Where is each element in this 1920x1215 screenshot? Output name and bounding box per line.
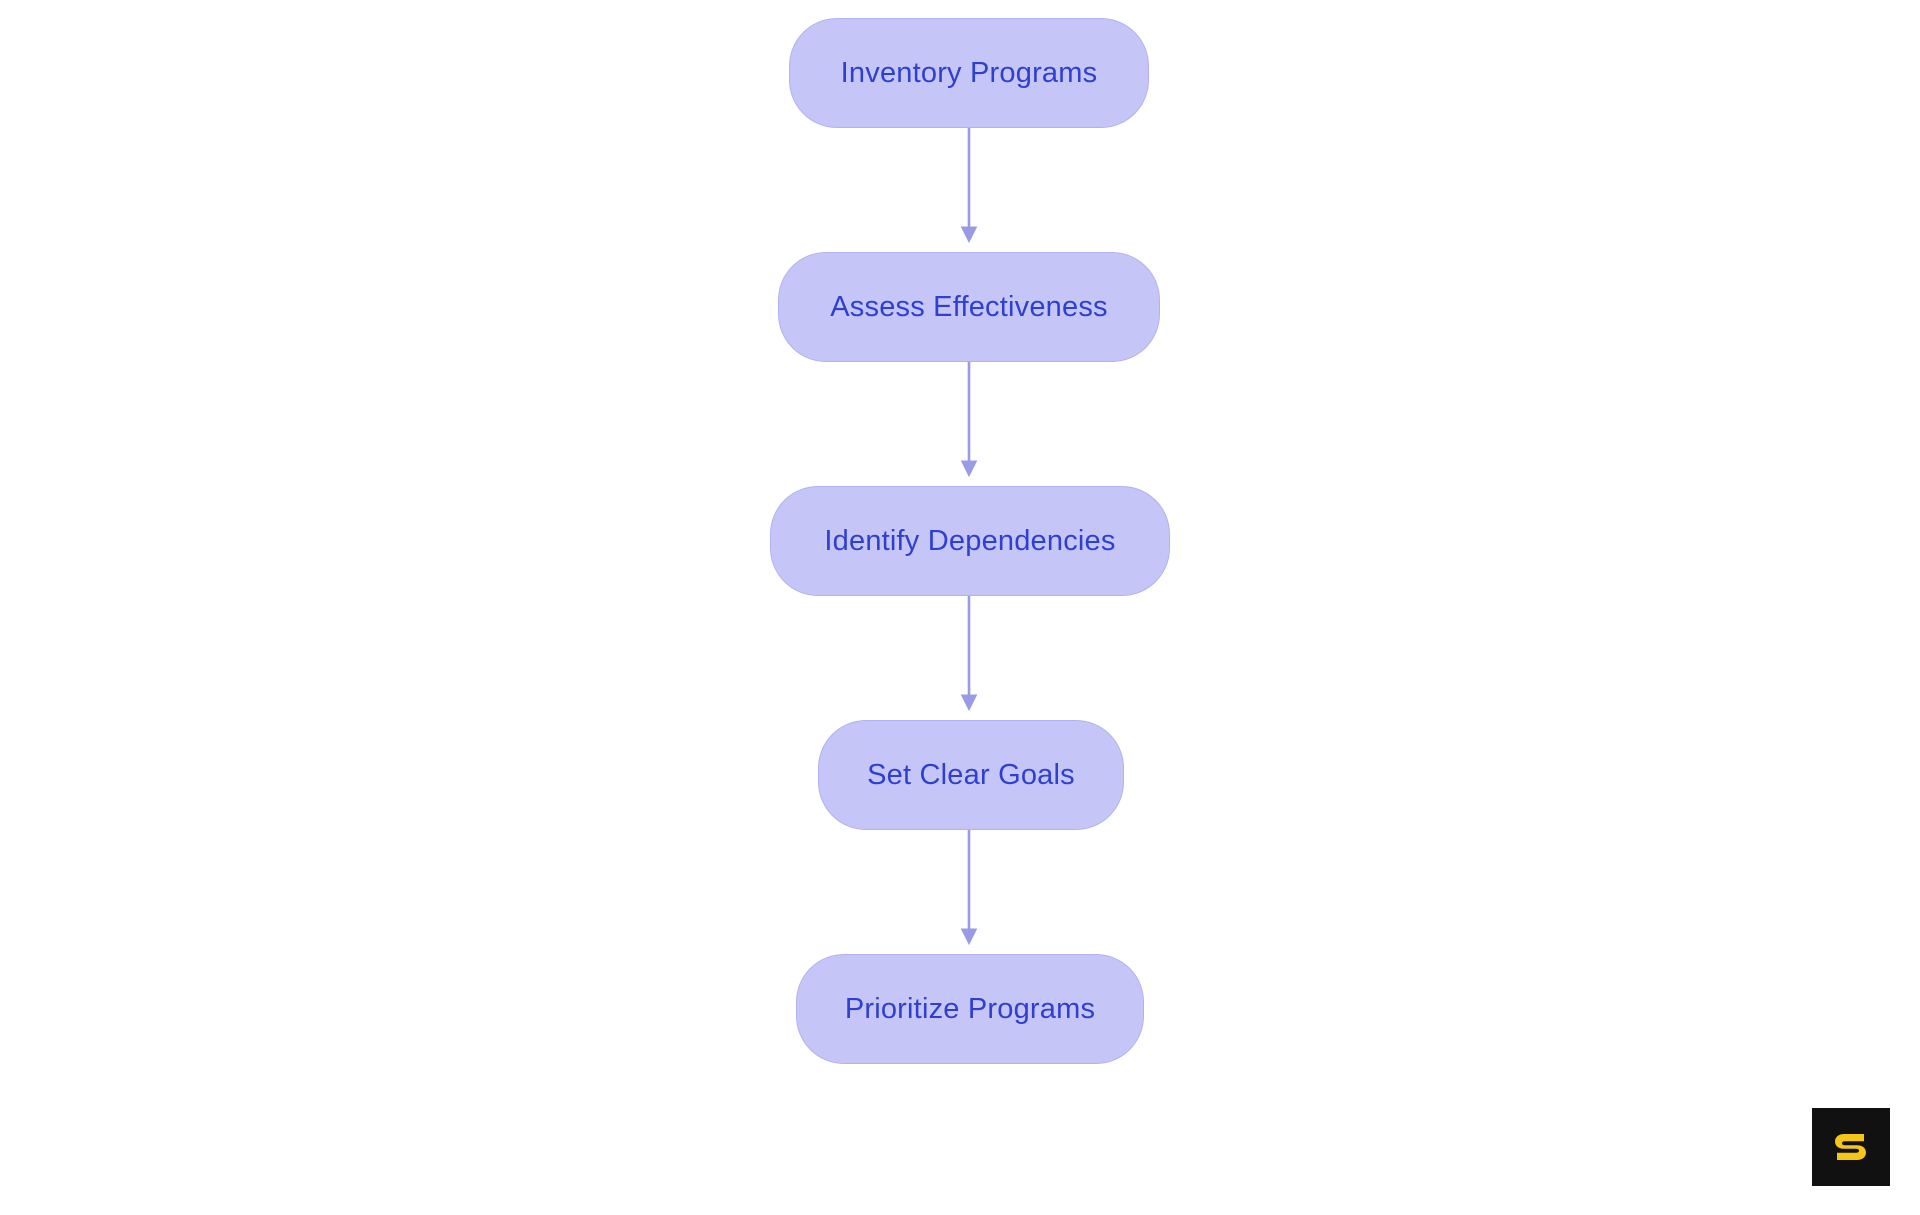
flow-node-label: Identify Dependencies — [824, 524, 1116, 557]
flow-node-prioritize-programs[interactable] — [796, 954, 1144, 1064]
flow-node-set-clear-goals[interactable] — [818, 720, 1124, 830]
flow-node-assess-effectiveness[interactable] — [778, 252, 1160, 362]
flow-node-label: Assess Effectiveness — [830, 290, 1108, 323]
watermark-logo — [1812, 1108, 1890, 1186]
logo-s-icon — [1828, 1124, 1874, 1170]
flow-node-inventory-programs[interactable] — [789, 18, 1149, 128]
flow-node-identify-dependencies[interactable] — [770, 486, 1170, 596]
flow-node-label: Prioritize Programs — [844, 992, 1096, 1025]
flow-node-label: Inventory Programs — [840, 56, 1098, 89]
flow-node-label: Set Clear Goals — [867, 758, 1075, 791]
